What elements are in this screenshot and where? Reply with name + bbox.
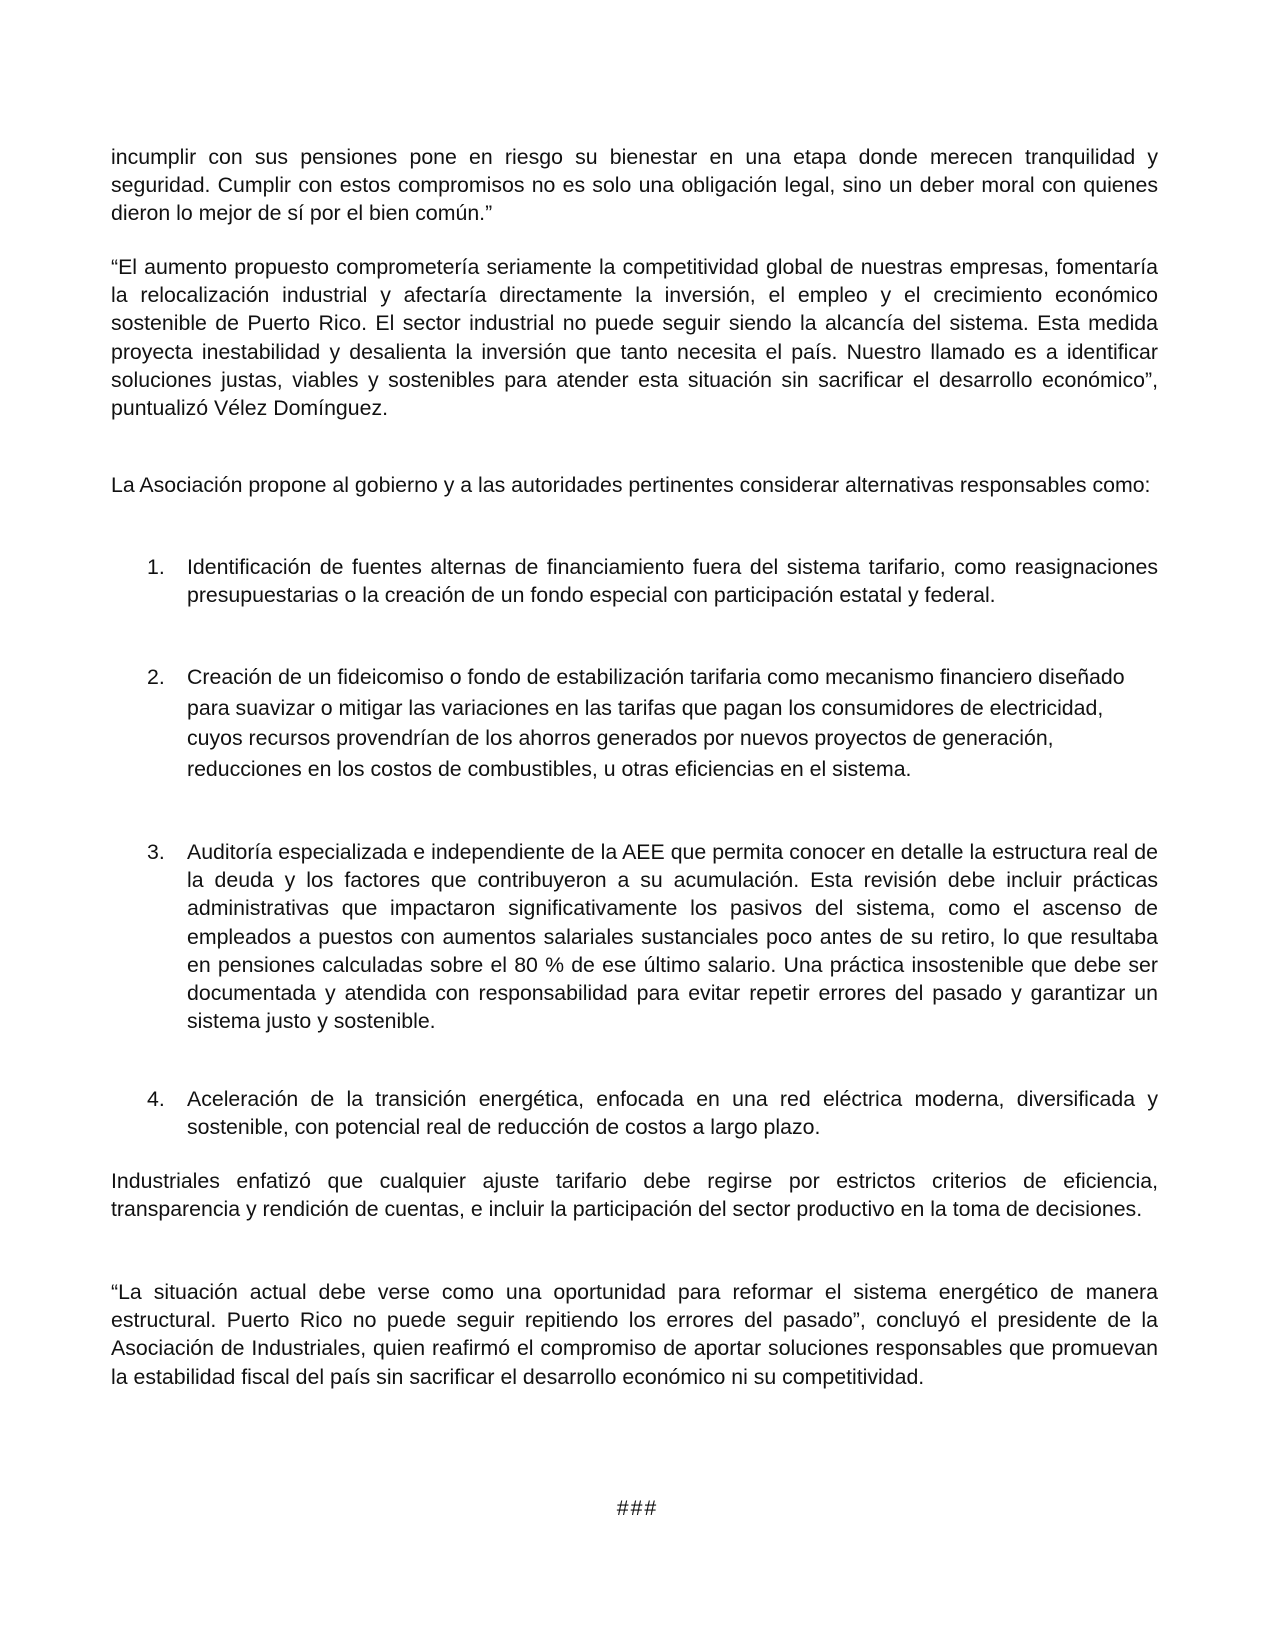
list-number: 4. — [147, 1087, 165, 1111]
paragraph-pensions: incumplir con sus pensiones pone en riesgo su bienestar en una etapa donde merecen tranquilidad y seguridad. Cumplir con estos compromisos no es solo una obligación legal, sino un deber moral con quienes dieron lo mejor de sí por el bien común.” — [111, 145, 1158, 226]
list-number: 2. — [147, 665, 165, 689]
end-mark: ### — [616, 1496, 659, 1520]
paragraph-quote-velez: “El aumento propuesto comprometería seriamente la competitividad global de nuestras empresas, fomentaría la relocalización industrial y afectaría directamente la inversión, el empleo y el crecimiento económico sostenible de Puerto Rico. El sector industrial no puede seguir siendo la alcancía del sistema. Esta medida proyecta inestabilidad y desalienta la inversión que tanto necesita el país. Nuestro llamado es a identificar soluciones justas, viables y sostenibles para atender esta situación sin sacrificar el desarrollo económico”, puntualizó Vélez Domínguez. — [111, 255, 1158, 421]
paragraph-proposal-intro: La Asociación propone al gobierno y a las autoridades pertinentes considerar alternativas responsables como: — [111, 473, 1151, 497]
paragraph-industriales: Industriales enfatizó que cualquier ajuste tarifario debe regirse por estrictos criterios de eficiencia, transparencia y rendición de cuentas, e incluir la participación del sector productivo en la toma de decisiones. — [111, 1169, 1158, 1222]
list-text: Identificación de fuentes alternas de financiamiento fuera del sistema tarifario, como reasignaciones presupuestarias o la creación de un fondo especial con participación estatal y federal. — [187, 555, 1158, 608]
list-text: Creación de un fideicomiso o fondo de estabilización tarifaria como mecanismo financiero diseñado para suavizar o mitigar las variaciones en las tarifas que pagan los consumidores de electricidad, cuyos recursos provendrían de los ahorros generados por nuevos proyectos de generación, reducciones en los costos de combustibles, u otras eficiencias en el sistema. — [187, 665, 1125, 781]
list-number: 1. — [147, 555, 165, 579]
paragraph-closing-quote: “La situación actual debe verse como una oportunidad para reformar el sistema energético de manera estructural. Puerto Rico no puede seguir repitiendo los errores del pasado”, concluyó el presidente de la Asociación de Industriales, quien reafirmó el compromiso de aportar soluciones responsables que promuevan la estabilidad fiscal del país sin sacrificar el desarrollo económico ni su competitividad. — [111, 1280, 1158, 1389]
list-text: Auditoría especializada e independiente de la AEE que permita conocer en detalle la estructura real de la deuda y los factores que contribuyeron a su acumulación. Esta revisión debe incluir prácticas administrativas que impactaron significativamente los pasivos del sistema, como el ascenso de empleados a puestos con aumentos salariales sustanciales poco antes de su retiro, lo que resultaba en pensiones calculadas sobre el 80 % de ese último salario. Una práctica insostenible que debe ser documentada y atendida con responsabilidad para evitar repetir errores del pasado y garantizar un sistema justo y sostenible. — [187, 840, 1158, 1034]
list-number: 3. — [147, 840, 165, 864]
list-text: Aceleración de la transición energética, enfocada en una red eléctrica moderna, diversificada y sostenible, con potencial real de reducción de costos a largo plazo. — [187, 1087, 1158, 1140]
